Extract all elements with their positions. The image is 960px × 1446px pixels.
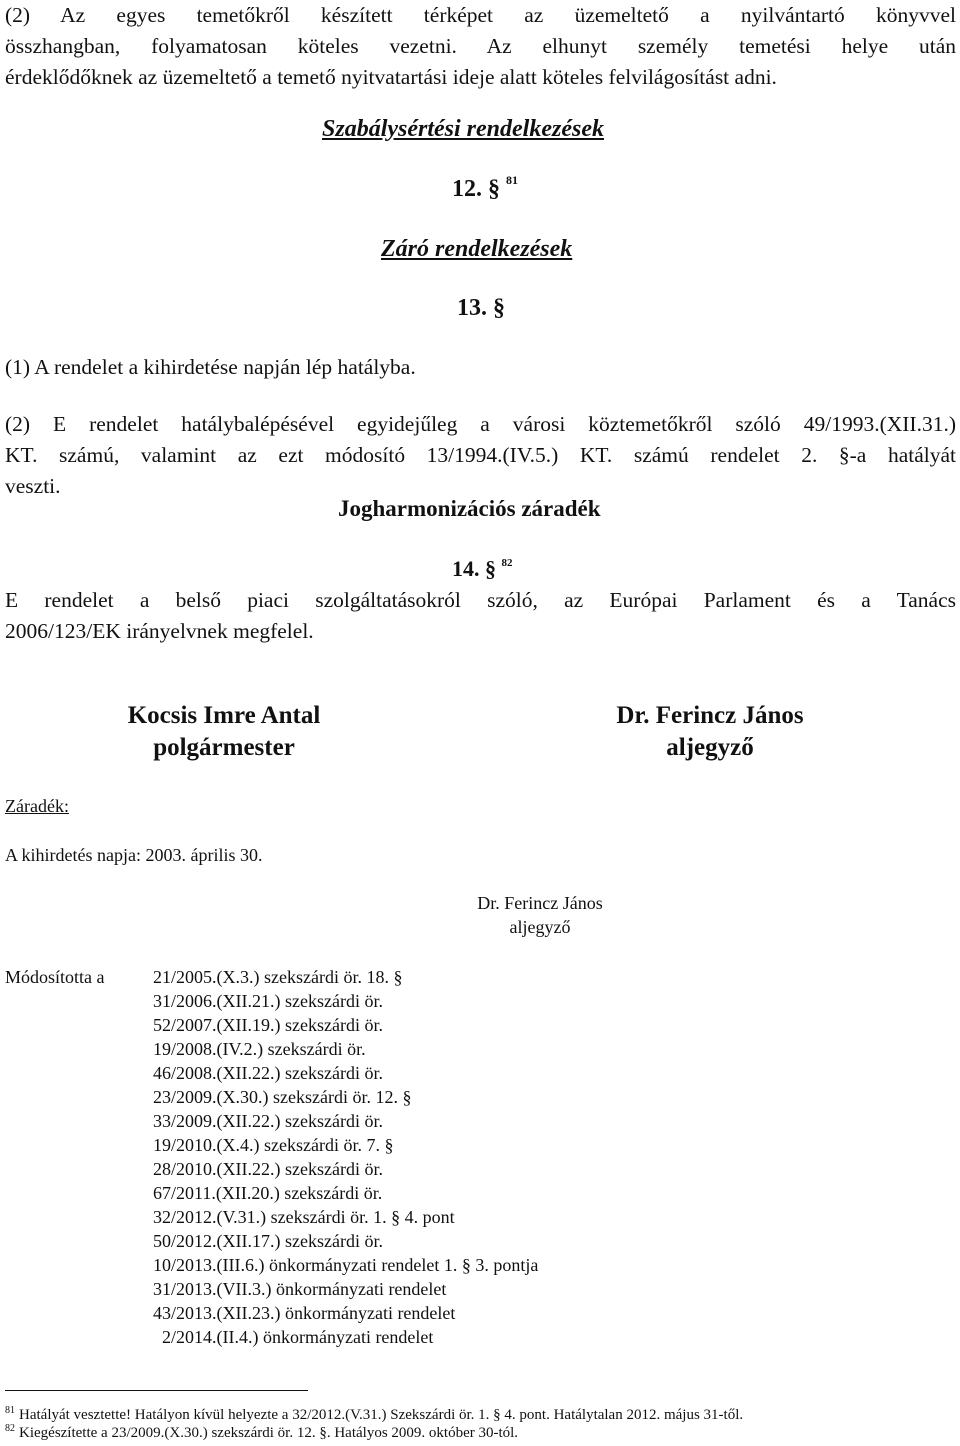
zaradek-signer-name: Dr. Ferincz János [477, 893, 603, 913]
jogharmonizacios-line1: E rendelet a belső piaci szolgáltatásokról szóló, az Európai Parlament és a Tanács [5, 588, 956, 612]
jogharmonizacios-line2: 2006/123/EK irányelvnek megfelel. [5, 619, 314, 643]
list-item: 21/2005.(X.3.) szekszárdi ör. 18. § [153, 967, 403, 987]
section-heading-szabalysertesi: Szabálysértési rendelkezések [322, 116, 604, 142]
zaradek-label: Záradék: [5, 796, 69, 816]
list-item: 50/2012.(XII.17.) szekszárdi ör. [153, 1231, 383, 1251]
section-12-number [452, 173, 518, 203]
list-item: 46/2008.(XII.22.) szekszárdi ör. [153, 1063, 383, 1083]
zaradek-signer [440, 891, 640, 939]
section-12-label: 12. § [452, 176, 500, 202]
section-14-number [452, 556, 513, 582]
list-item: 43/2013.(XII.23.) önkormányzati rendelet [153, 1303, 456, 1323]
footnote-number: 81 [5, 1405, 15, 1416]
footnote-text: Hatályát vesztette! Hatályon kívül helyezte a 32/2012.(V.31.) Szekszárdi ör. 1. § 4. pont. Hatálytalan 2012. május 31-től. [19, 1407, 744, 1423]
list-item: 31/2013.(VII.3.) önkormányzati rendelet [153, 1279, 447, 1299]
section-heading-zaro: Záró rendelkezések [381, 236, 573, 262]
zaro-para2-line2: KT. számú, valamint az ezt módosító 13/1994.(IV.5.) KT. számú rendelet 2. §-a hatályát [5, 443, 956, 467]
section-heading-jogharmonizacios: Jogharmonizációs záradék [338, 496, 601, 521]
modositotta-label: Módosította a [5, 967, 105, 987]
footnote-text: Kiegészítette a 23/2009.(X.30.) szekszárdi ör. 12. §. Hatályos 2009. október 30-tól. [19, 1425, 519, 1441]
para2-line1: (2) Az egyes temetőkről készített térképet az üzemeltető a nyilvántartó könyvvel [5, 3, 956, 27]
para2-line3: érdeklődőknek az üzemeltető a temető nyitvatartási ideje alatt köteles felvilágosítást adni. [5, 65, 777, 89]
list-item: 23/2009.(X.30.) szekszárdi ör. 12. § [153, 1087, 412, 1107]
kihirdetes-date: A kihirdetés napja: 2003. április 30. [5, 845, 263, 865]
list-item: 19/2008.(IV.2.) szekszárdi ör. [153, 1039, 366, 1059]
list-item: 33/2009.(XII.22.) szekszárdi ör. [153, 1111, 383, 1131]
signature-left [84, 700, 364, 764]
list-item: 2/2014.(II.4.) önkormányzati rendelet [162, 1327, 434, 1347]
list-item: 32/2012.(V.31.) szekszárdi ör. 1. § 4. pont [153, 1207, 455, 1227]
zaradek-signer-title: aljegyző [509, 917, 571, 937]
signature-right-name: Dr. Ferincz János [616, 702, 804, 729]
list-item: 67/2011.(XII.20.) szekszárdi ör. [153, 1183, 383, 1203]
list-item: 19/2010.(X.4.) szekszárdi ör. 7. § [153, 1135, 394, 1155]
footnote-ref-81[interactable]: 81 [506, 173, 518, 187]
signature-left-title: polgármester [153, 734, 295, 761]
list-item: 52/2007.(XII.19.) szekszárdi ör. [153, 1015, 383, 1035]
para2-line2: összhangban, folyamatosan köteles vezetni. Az elhunyt személy temetési helye után [5, 34, 956, 58]
list-item: 10/2013.(III.6.) önkormányzati rendelet 1. § 3. pontja [153, 1255, 539, 1275]
zaro-para2-line1: (2) E rendelet hatálybalépésével egyidejűleg a városi köztemetőkről szóló 49/1993.(XII.31.) [5, 412, 956, 436]
section-14-label: 14. § [452, 556, 496, 581]
section-13-number: 13. § [457, 295, 505, 321]
modositotta-list [153, 965, 538, 1349]
signature-left-name: Kocsis Imre Antal [127, 702, 321, 729]
list-item: 28/2010.(XII.22.) szekszárdi ör. [153, 1159, 383, 1179]
signature-right-title: aljegyző [666, 734, 754, 761]
footnote-ref-82[interactable]: 82 [501, 557, 513, 569]
footnote-81 [5, 1406, 743, 1426]
footnote-number: 82 [5, 1423, 15, 1434]
list-item: 31/2006.(XII.21.) szekszárdi ör. [153, 991, 383, 1011]
zaro-para2-line3: veszti. [5, 474, 61, 498]
footnote-82 [5, 1424, 518, 1444]
signature-right [570, 700, 850, 764]
zaro-para1: (1) A rendelet a kihirdetése napján lép hatályba. [5, 355, 416, 379]
footnote-separator [5, 1390, 308, 1391]
